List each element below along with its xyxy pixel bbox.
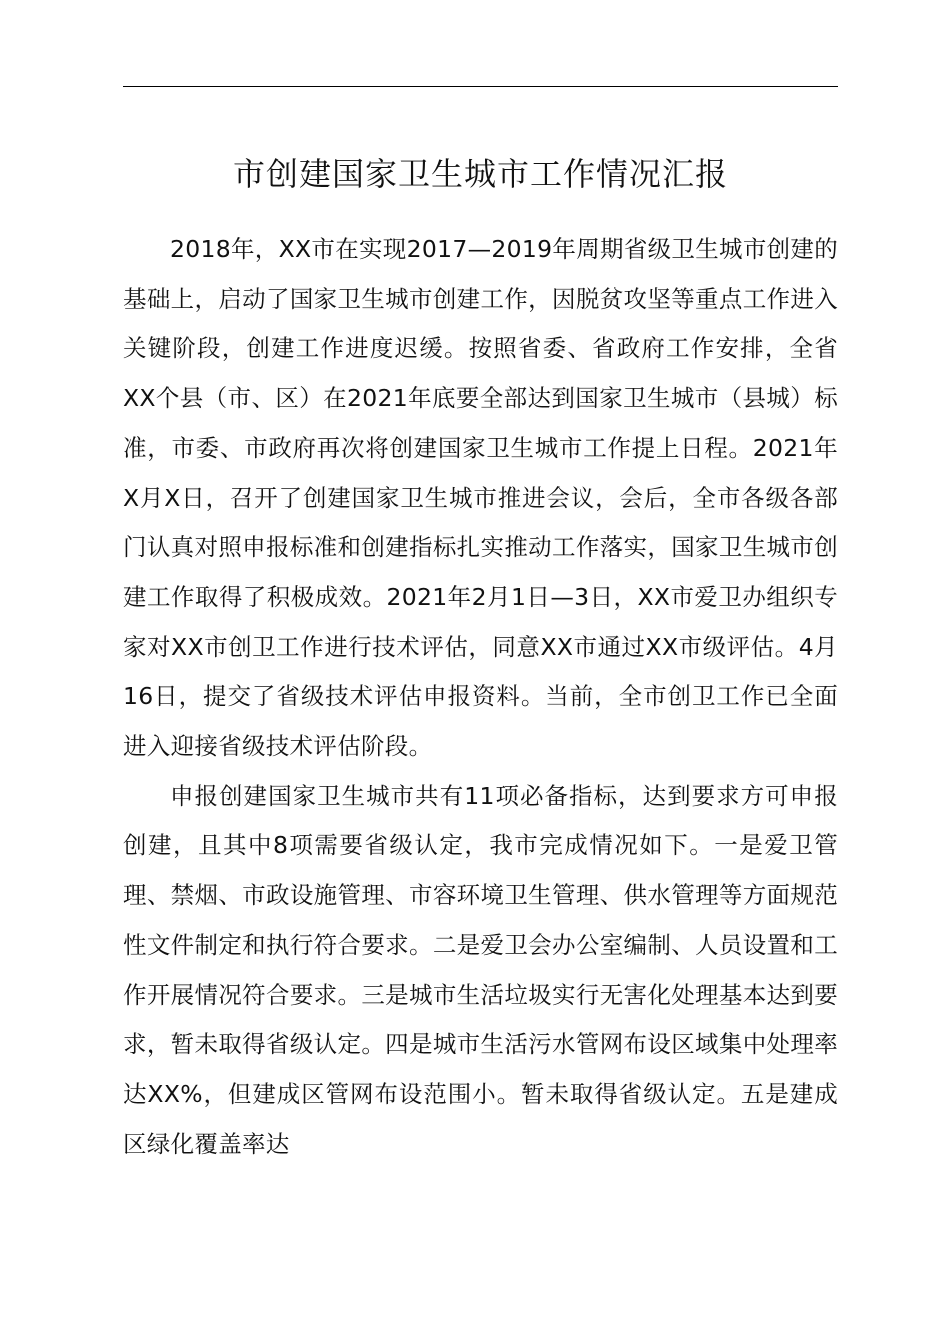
header-rule: [123, 86, 838, 87]
document-title: 市创建国家卫生城市工作情况汇报: [232, 155, 728, 193]
paragraph-2: 申报创建国家卫生城市共有11项必备指标，达到要求方可申报创建，且其中8项需要省级认定，我市完成情况如下。一是爱卫管理、禁烟、市政设施管理、市容环境卫生管理、供水管理等方面规范性文件制定和执行符合要求。二是爱卫会办公室编制、人员设置和工作开展情况符合要求。三是城市生活垃圾实行无害化处理基本达到要求，暂未取得省级认定。四是城市生活污水管网布设区域集中处理率达XX%，但建成区管网布设范围小。暂未取得省级认定。五是建成区绿化覆盖率达: [123, 781, 838, 1158]
paragraph-1: 2018年，XX市在实现2017—2019年周期省级卫生城市创建的基础上，启动了国家卫生城市创建工作，因脱贫攻坚等重点工作进入关键阶段，创建工作进度迟缓。按照省委、省政府工作安排，全省XX个县（市、区）在2021年底要全部达到国家卫生城市（县城）标准，市委、市政府再次将创建国家卫生城市工作提上日程。2021年X月X日，召开了创建国家卫生城市推进会议，会后，全市各级各部门认真对照申报标准和创建指标扎实推动工作落实，国家卫生城市创建工作取得了积极成效。2021年2月1日—3日，XX市爱卫办组织专家对XX市创卫工作进行技术评估，同意XX市通过XX市级评估。4月16日，提交了省级技术评估申报资料。当前，全市创卫工作已全面进入迎接省级技术评估阶段。: [123, 235, 839, 761]
document-body: [123, 225, 838, 1169]
